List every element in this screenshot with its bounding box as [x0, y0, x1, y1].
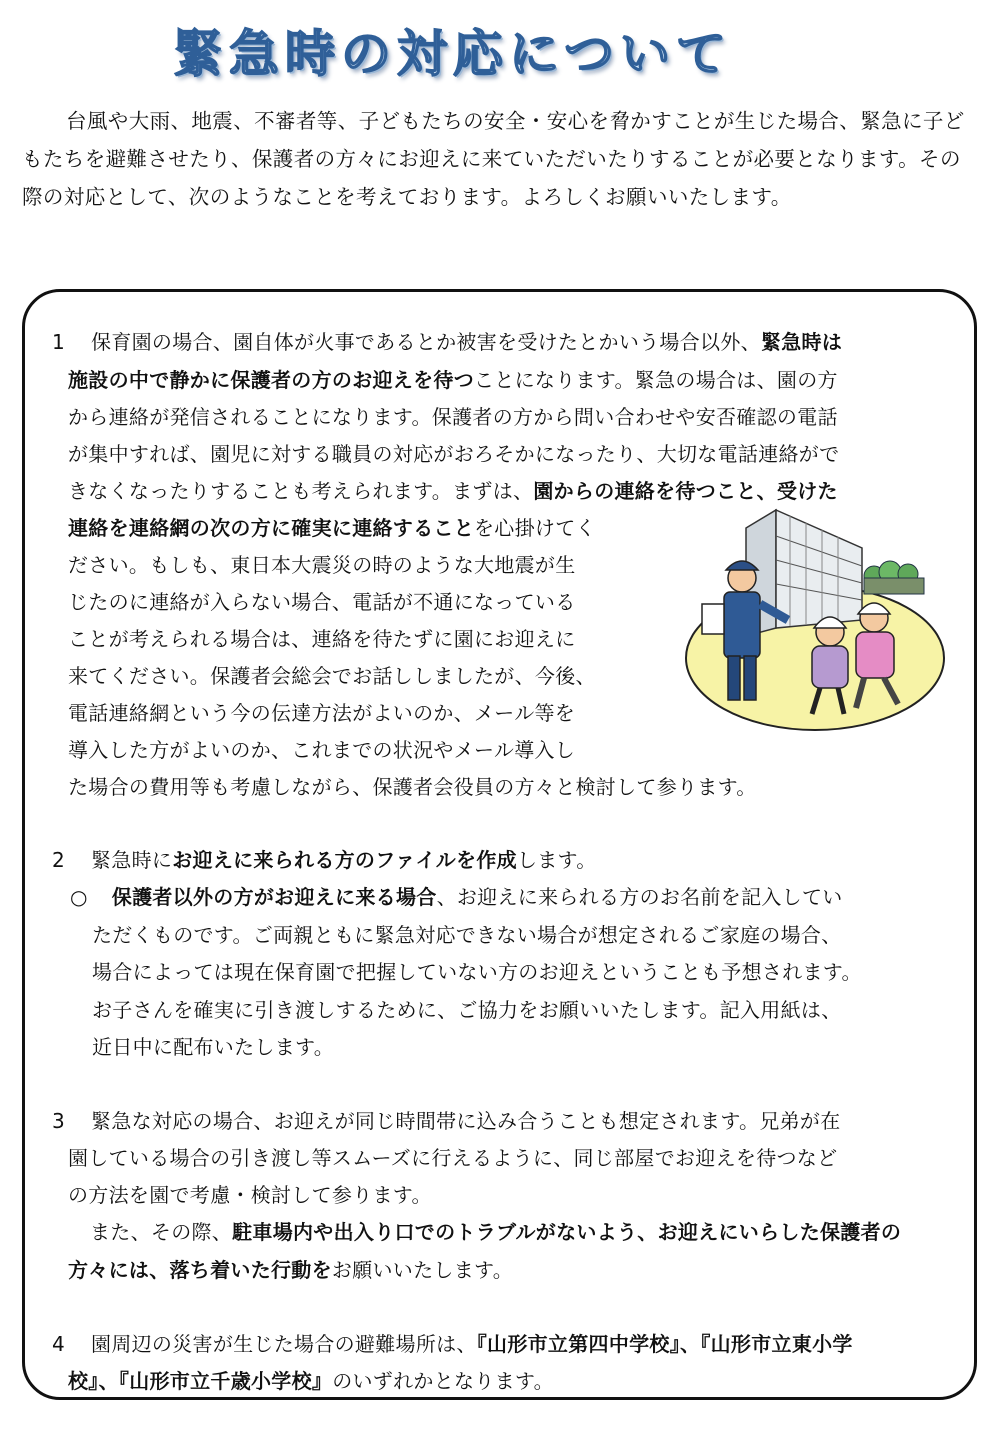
section-1-line-1 [52, 324, 842, 360]
section-1-line-6 [68, 510, 596, 546]
section-2-line-4: 場合によっては現在保育園で把握していない方のお迎えということも予想されます。 [92, 960, 862, 984]
bold-text: 施設の中で静かに保護者の方のお迎えを待つ [68, 368, 474, 392]
section-1-line-8: じたのに連絡が入らない場合、電話が不通になっている [68, 590, 576, 614]
section-2-line-3: ただくものです。ご両親ともに緊急対応できない場合が想定されるご家庭の場合、 [92, 923, 842, 947]
bold-text: お迎えに来られる方のファイルを作成 [172, 848, 517, 872]
section-3-line-5 [68, 1252, 513, 1288]
section-1-line-12: 導入した方がよいのか、これまでの状況やメール導入し [68, 738, 576, 762]
section-3-line-4 [90, 1214, 901, 1250]
section-4-line-1 [52, 1326, 853, 1362]
section-2-number: 2 [52, 848, 66, 872]
bullet-circle: ○ [70, 885, 88, 909]
section-3-line-2: 園している場合の引き渡し等スムーズに行えるように、同じ部屋でお迎えを待つなど [68, 1146, 838, 1170]
bold-text: 駐車場内や出入り口でのトラブルがないよう、お迎えにいらした保護者の [232, 1220, 902, 1244]
section-2-line-2 [70, 879, 843, 915]
text: 緊急時に [91, 848, 173, 872]
bold-text: 校』、『山形市立千歳小学校』 [68, 1369, 333, 1393]
section-3-line-3: の方法を園で考慮・検討して参ります。 [68, 1183, 432, 1207]
page-title: 緊急時の対応について [173, 24, 732, 83]
text: 緊急な対応の場合、お迎えが同じ時間帯に込み合うことも想定されます。兄弟が在 [91, 1109, 841, 1133]
section-1-line-9: ことが考えられる場合は、連絡を待たずに園にお迎えに [68, 627, 576, 651]
section-1-line-11: 電話連絡網という今の伝達方法がよいのか、メール等を [68, 701, 576, 725]
section-3-number: 3 [52, 1109, 66, 1133]
section-4-number: 4 [52, 1332, 66, 1356]
section-1-line-10: 来てください。保護者会総会でお話ししましたが、今後、 [68, 664, 596, 688]
section-2-line-6: 近日中に配布いたします。 [92, 1035, 334, 1059]
bold-text: 『山形市立第四中学校』、『山形市立東小学 [476, 1332, 853, 1356]
text: 保育園の場合、園自体が火事であるとか被害を受けたとかいう場合以外、 [91, 330, 761, 354]
text: ことになります。緊急の場合は、園の方 [474, 368, 838, 392]
bushes-icon [864, 561, 924, 594]
text: きなくなったりすることも考えられます。まずは、 [68, 479, 534, 503]
bold-text: 園からの連絡を待つこと、受けた [533, 479, 838, 503]
section-1-number: 1 [52, 330, 66, 354]
text: また、その際、 [90, 1220, 233, 1244]
intro-text: 台風や大雨、地震、不審者等、子どもたちの安全・安心を脅かすことが生じた場合、緊急に子どもたちを避難させたり、保護者の方々にお迎えに来ていただいたりすることが必要となります。その際の対応として、次のようなことを考えております。よろしくお願いいたします。 [22, 109, 965, 209]
text: のいずれかとなります。 [332, 1369, 554, 1393]
text: します。 [516, 848, 597, 872]
section-4-line-2 [68, 1363, 554, 1399]
section-1-line-4: が集中すれば、園児に対する職員の対応がおろそかになったり、大切な電話連絡がで [68, 442, 840, 466]
section-1-line-2 [68, 362, 838, 398]
bold-text: 方々には、落ち着いた行動を [68, 1258, 332, 1282]
building-icon [746, 510, 862, 636]
bold-text: 保護者以外の方がお迎えに来る場合 [111, 885, 437, 909]
bold-text: 連絡を連絡網の次の方に確実に連絡すること [68, 516, 474, 540]
section-1-line-5 [68, 473, 838, 509]
section-1-line-3: から連絡が発信されることになります。保護者の方から問い合わせや安否確認の電話 [68, 405, 838, 429]
text: お願いいたします。 [331, 1258, 514, 1282]
section-3-line-1 [52, 1103, 841, 1139]
section-1-line-7: ださい。もしも、東日本大震災の時のような大地震が生 [68, 553, 576, 577]
text: を心掛けてく [474, 516, 596, 540]
text: 、お迎えに来られる方のお名前を記入してい [436, 885, 843, 909]
section-2-line-1 [52, 842, 597, 878]
text: 園周辺の災害が生じた場合の避難場所は、 [91, 1332, 477, 1356]
evacuation-illustration [684, 508, 946, 733]
section-1-line-13: た場合の費用等も考慮しながら、保護者会役員の方々と検討して参ります。 [68, 775, 757, 799]
bold-text: 緊急時は [760, 330, 843, 354]
intro-paragraph [22, 102, 972, 216]
section-2-line-5: お子さんを確実に引き渡しするために、ご協力をお願いいたします。記入用紙は、 [92, 998, 842, 1022]
